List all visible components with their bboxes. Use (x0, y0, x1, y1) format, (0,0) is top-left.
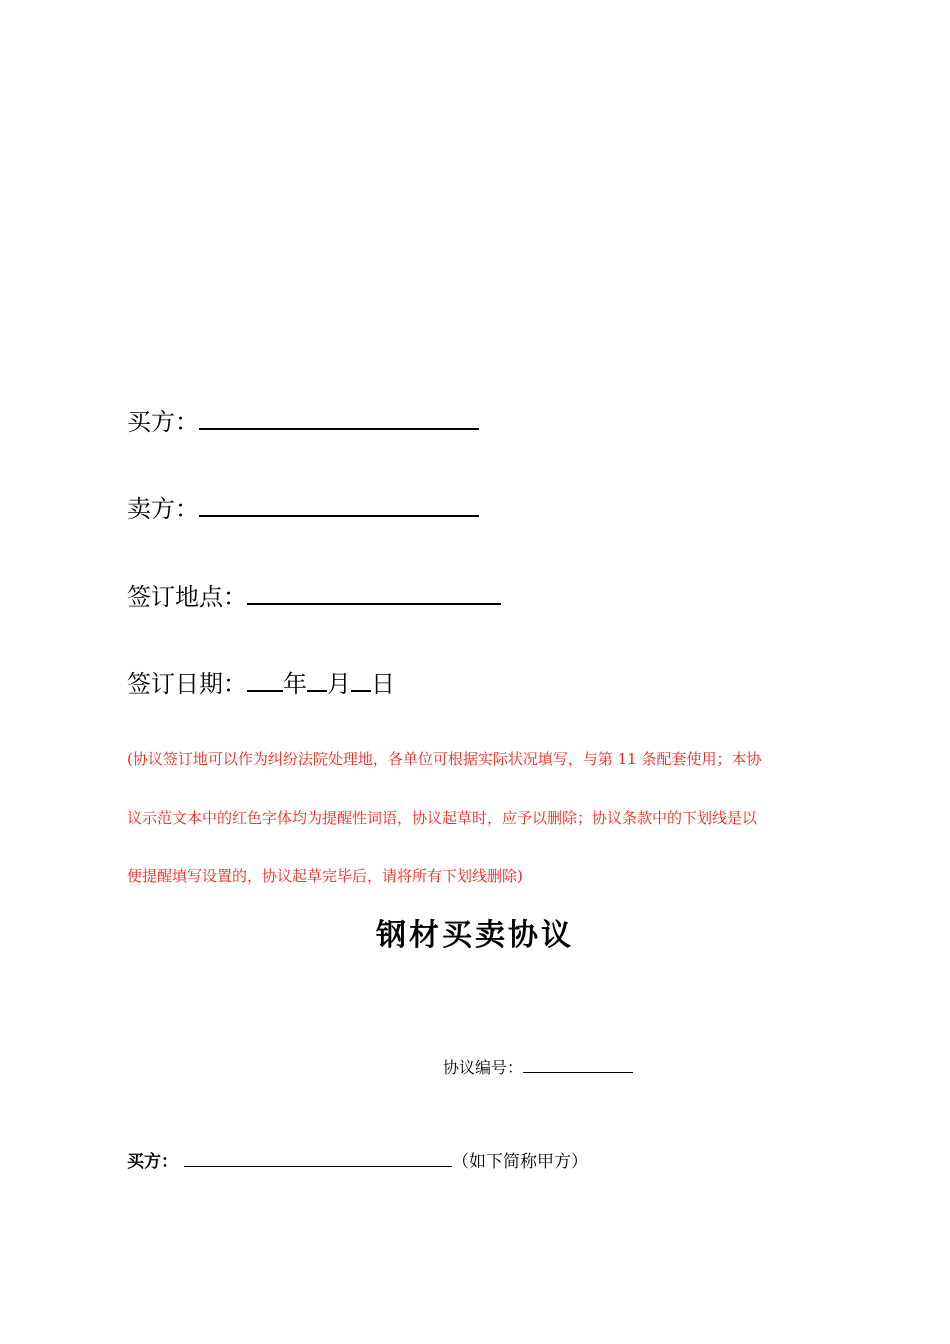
party-buyer-label: 买方： (127, 1152, 178, 1172)
year-label: 年 (283, 670, 307, 698)
place-line (127, 581, 501, 613)
note-line-2: 议示范文本中的红色字体均为提醒性词语，协议起草时，应予以删除；协议条款中的下划线是以 (127, 808, 758, 827)
contract-number-label: 协议编号： (443, 1058, 524, 1077)
seller-line (127, 493, 479, 525)
buyer-blank[interactable] (199, 406, 479, 430)
month-label: 月 (327, 670, 351, 698)
contract-number-line (443, 1056, 633, 1080)
buyer-line (127, 406, 479, 438)
party-buyer-suffix: （如下简称甲方） (452, 1152, 588, 1172)
reminder-note (127, 730, 837, 906)
month-blank[interactable] (307, 668, 327, 692)
note-line-1: (协议签订地可以作为纠纷法院处理地，各单位可根据实际状况填写，与第 11 条配套使用；本协 (127, 750, 762, 768)
document-title: 钢材买卖协议 (376, 918, 574, 953)
place-blank[interactable] (247, 581, 501, 605)
seller-blank[interactable] (199, 493, 479, 517)
seller-label: 卖方： (127, 495, 199, 523)
place-label: 签订地点： (127, 583, 247, 611)
party-buyer-blank[interactable] (184, 1150, 452, 1167)
year-blank[interactable] (247, 668, 283, 692)
day-blank[interactable] (351, 668, 371, 692)
party-buyer-line (127, 1150, 588, 1174)
date-line (127, 668, 395, 700)
note-line-3: 便提醒填写设置的，协议起草完毕后，请将所有下划线删除) (127, 867, 523, 885)
day-label: 日 (371, 670, 395, 698)
date-label: 签订日期： (127, 670, 247, 698)
buyer-label: 买方： (127, 408, 199, 436)
contract-number-blank[interactable] (523, 1056, 633, 1073)
